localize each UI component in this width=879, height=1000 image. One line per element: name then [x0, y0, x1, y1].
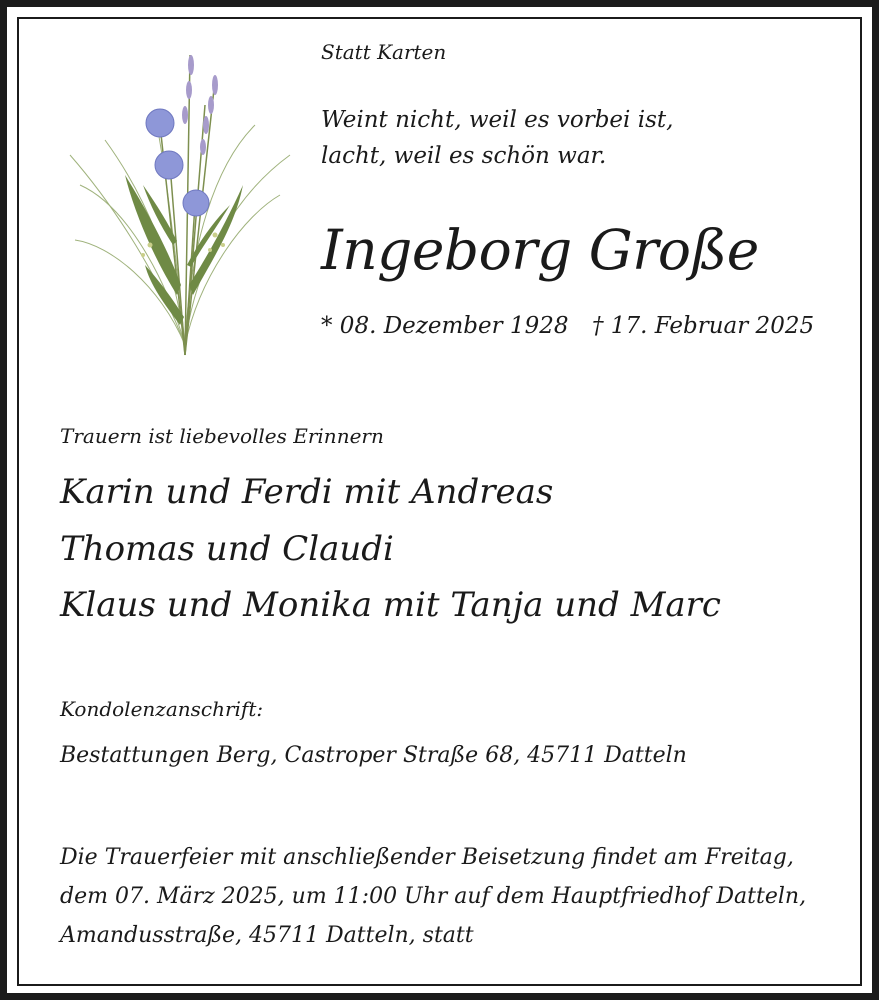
death-date: † 17. Februar 2025 — [592, 313, 815, 339]
quote-line-1: Weint nicht, weil es vorbei ist, — [321, 107, 674, 133]
mourner-line-2: Thomas und Claudi — [60, 529, 394, 569]
quote-line-2: lacht, weil es schön war. — [321, 143, 607, 169]
condolence-label: Kondolenzanschrift: — [60, 697, 264, 721]
funeral-line-3: Amandusstraße, 45711 Datteln, statt — [60, 923, 474, 948]
birth-date: * 08. Dezember 1928 — [321, 313, 569, 339]
mourner-line-3: Klaus und Monika mit Tanja und Marc — [60, 585, 721, 625]
flower-bouquet-icon — [65, 45, 295, 360]
condolence-address: Bestattungen Berg, Castroper Straße 68, 45711 Datteln — [60, 743, 687, 768]
mourner-line-1: Karin und Ferdi mit Andreas — [60, 472, 554, 512]
mourners-intro: Trauern ist liebevolles Erinnern — [60, 424, 384, 448]
preface-text: Statt Karten — [321, 40, 447, 64]
funeral-line-1: Die Trauerfeier mit anschließender Beisetzung findet am Freitag, — [60, 845, 794, 870]
funeral-line-2: dem 07. März 2025, um 11:00 Uhr auf dem Hauptfriedhof Datteln, — [60, 884, 807, 909]
deceased-name: Ingeborg Große — [321, 218, 759, 282]
